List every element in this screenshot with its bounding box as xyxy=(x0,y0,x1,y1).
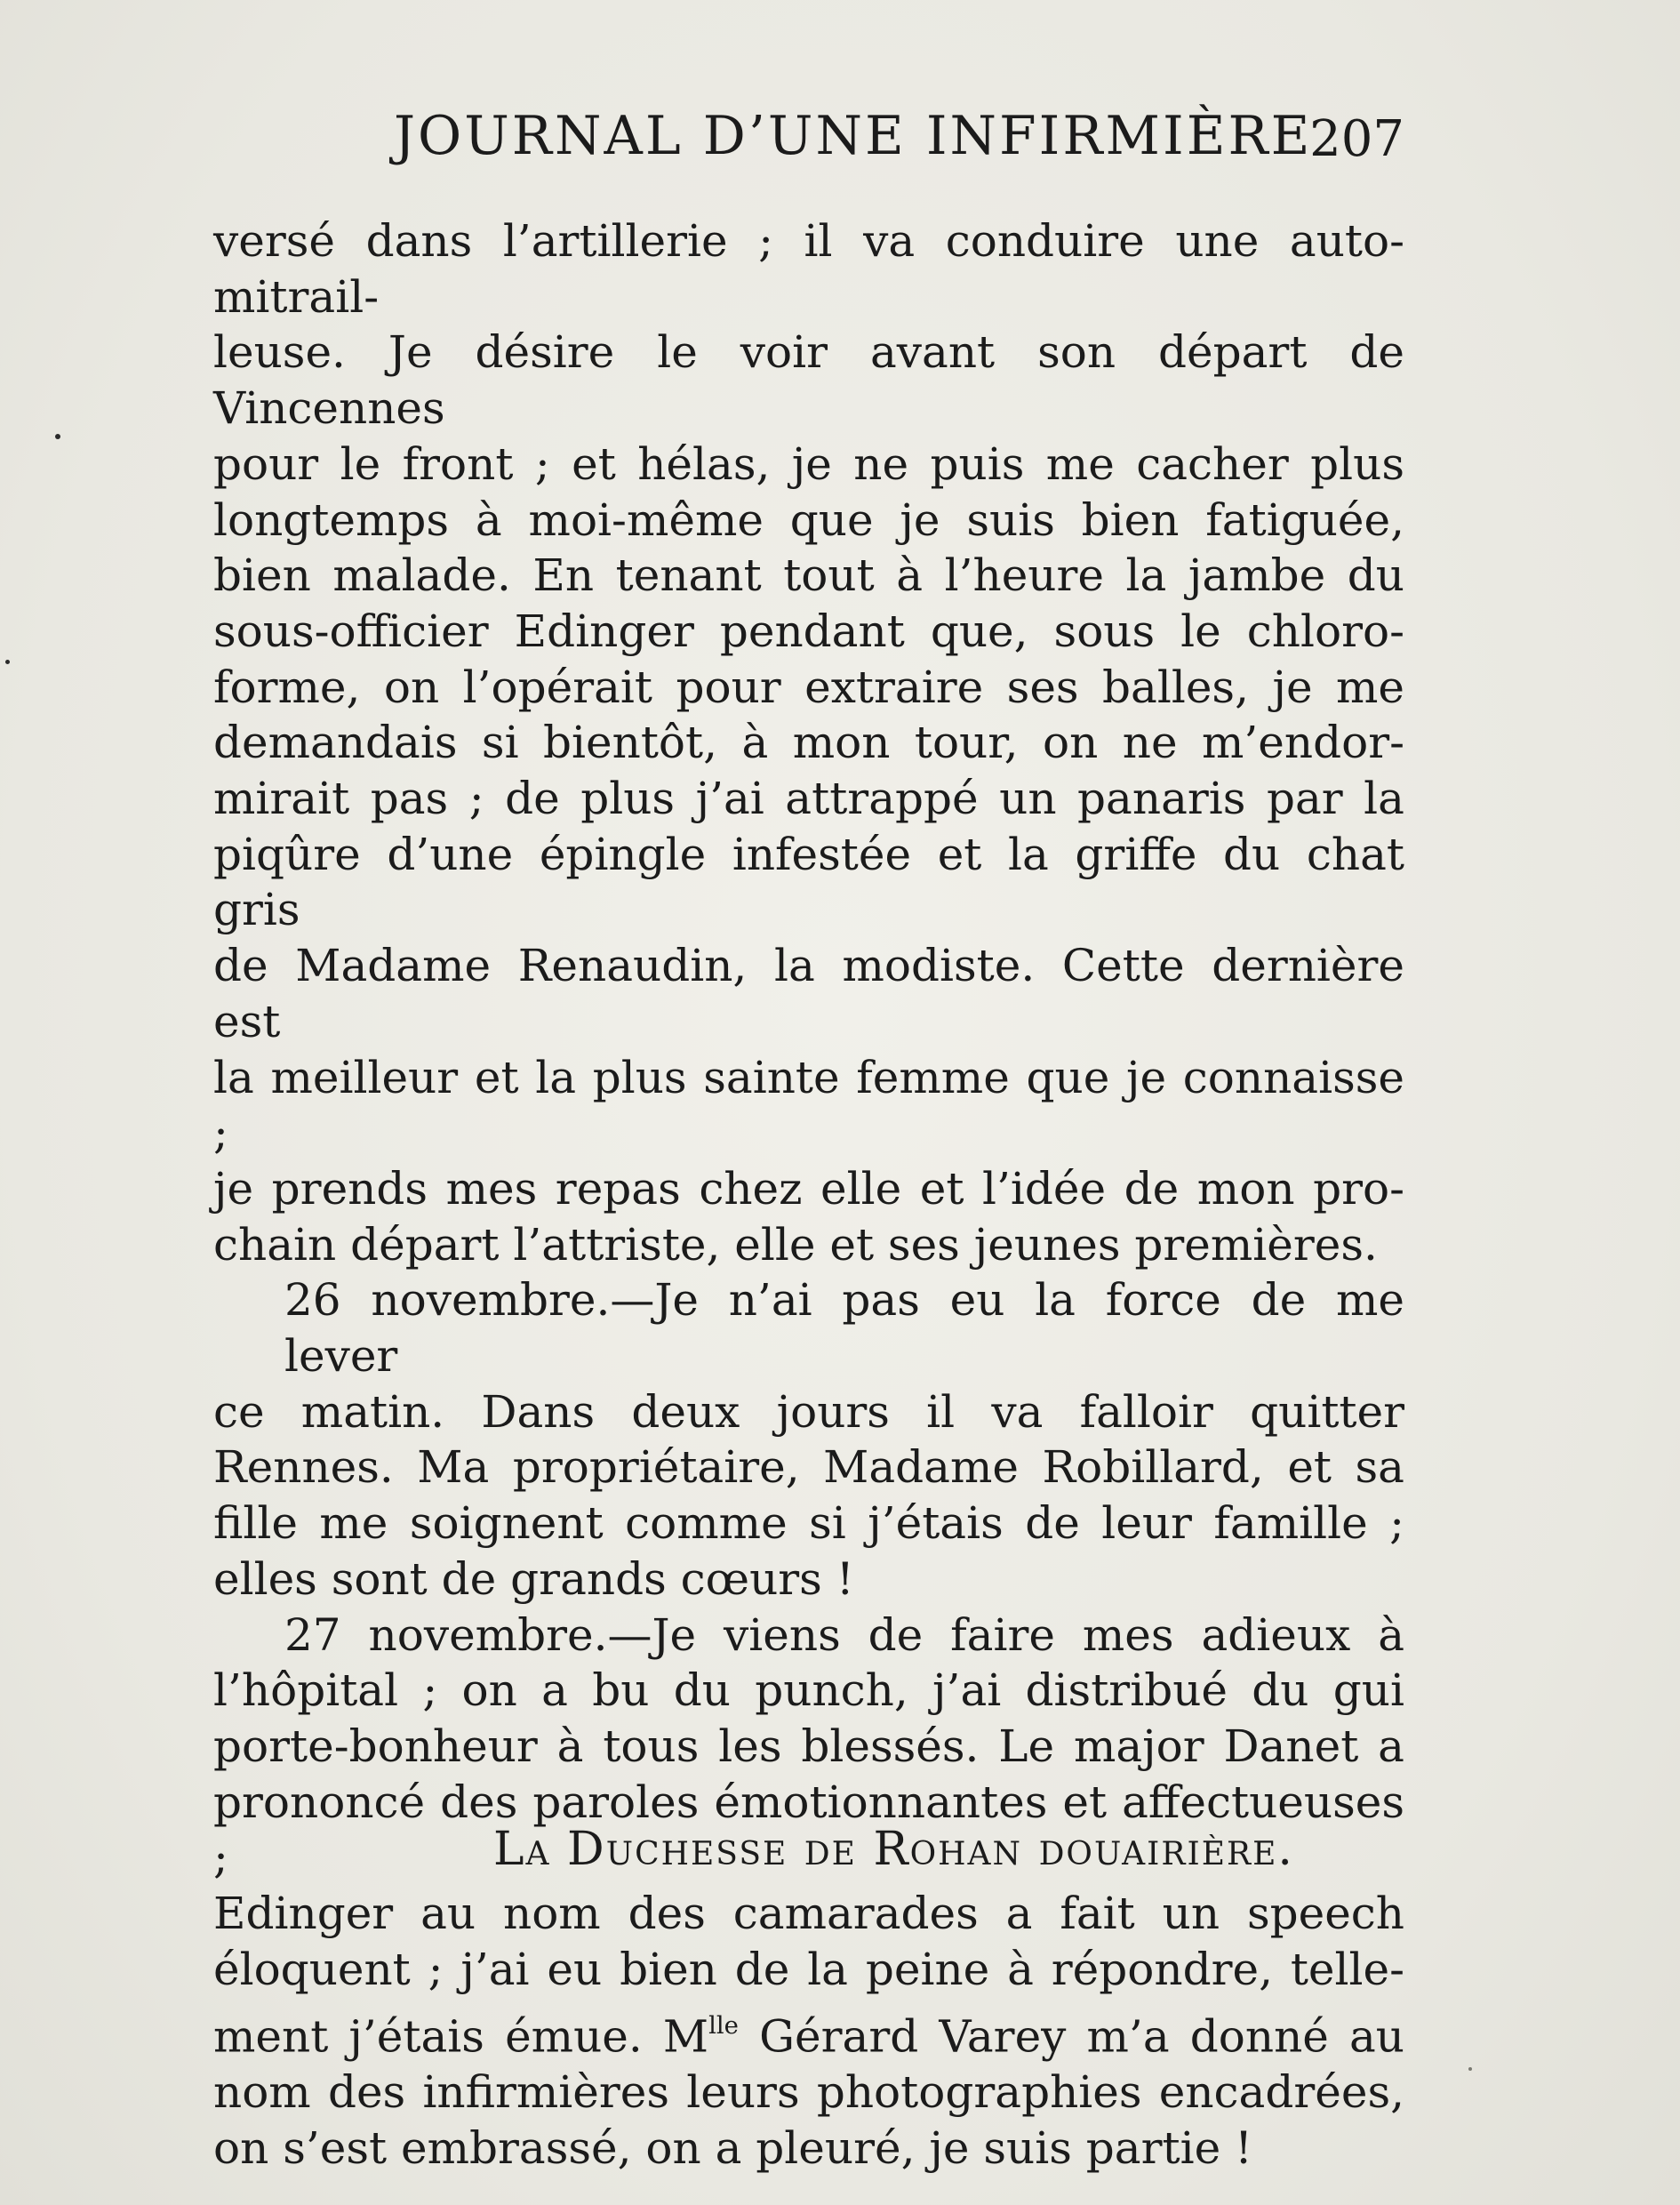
text-line: leuse. Je désire le voir avant son départ de Vincennes xyxy=(213,326,1404,435)
text-line: ce matin. Dans deux jours il va falloir quitter xyxy=(213,1385,1404,1438)
text-line: éloquent ; j’ai eu bien de la peine à répondre, telle- xyxy=(213,1943,1404,1995)
text-line: nom des infirmières leurs photographies encadrées, xyxy=(213,2065,1404,2118)
text-line: versé dans l’artillerie ; il va conduire une auto-mitrail- xyxy=(213,215,1404,323)
paragraph-3 xyxy=(213,1608,1404,2177)
text-line: pour le front ; et hélas, je ne puis me cacher plus xyxy=(213,437,1404,490)
superscript-abbreviation: lle xyxy=(708,2010,739,2040)
text-line: longtemps à moi-même que je suis bien fatiguée, xyxy=(213,493,1404,546)
text-line: porte-bonheur à tous les blessés. Le major Danet a xyxy=(213,1720,1404,1772)
text-fragment: Gérard Varey m’a donné au xyxy=(738,2010,1404,2063)
text-line: on s’est embrassé, on a pleuré, je suis partie ! xyxy=(213,2121,1253,2174)
body-text xyxy=(213,213,1404,2176)
text-line: Rennes. Ma propriétaire, Madame Robillard, et sa xyxy=(213,1441,1404,1494)
paper-speck xyxy=(55,434,60,439)
text-line: chain départ l’attriste, elle et ses jeunes premières. xyxy=(213,1218,1378,1271)
text-line: sous-officier Edinger pendant que, sous le chloro- xyxy=(213,605,1404,657)
text-line: 26 novembre.—Je n’ai pas eu la force de me lever xyxy=(284,1274,1404,1383)
page-number: 207 xyxy=(1309,110,1404,168)
text-line: Edinger au nom des camarades a fait un speech xyxy=(213,1888,1404,1940)
text-line: elles sont de grands cœurs ! xyxy=(213,1552,854,1605)
paper-speck xyxy=(1468,2067,1472,2071)
text-fragment: ment j’étais émue. M xyxy=(213,2010,709,2063)
paper-speck xyxy=(5,660,10,664)
text-line: de Madame Renaudin, la modiste. Cette dernière est xyxy=(213,940,1404,1047)
running-title: JOURNAL D’UNE INFIRMIÈRE xyxy=(394,105,1313,167)
text-line: prononcé des paroles émotionnantes et affectueuses ; xyxy=(213,1776,1404,1884)
running-header xyxy=(213,105,1404,185)
text-line: je prends mes repas chez elle et l’idée de mon pro- xyxy=(213,1162,1404,1215)
paragraph-2 xyxy=(213,1272,1404,1607)
text-line: 27 novembre.—Je viens de faire mes adieux à xyxy=(284,1608,1404,1661)
signature: La Duchesse de Rohan douairière. xyxy=(493,1823,1294,1876)
text-line: l’hôpital ; on a bu du punch, j’ai distribué du gui xyxy=(213,1664,1404,1717)
text-line: forme, on l’opérait pour extraire ses balles, je me xyxy=(213,661,1404,713)
text-line: mirait pas ; de plus j’ai attrappé un panaris par la xyxy=(213,773,1404,825)
text-line: fille me soignent comme si j’étais de leur famille ; xyxy=(213,1497,1404,1550)
text-line: demandais si bientôt, à mon tour, on ne m’endor- xyxy=(213,717,1404,769)
text-line: la meilleur et la plus sainte femme que je connaisse ; xyxy=(213,1051,1404,1159)
text-line: bien malade. En tenant tout à l’heure la jambe du xyxy=(213,549,1404,602)
paragraph-1 xyxy=(213,213,1404,1272)
text-line-with-superscript xyxy=(213,1998,1404,2065)
text-line: piqûre d’une épingle infestée et la griffe du chat gris xyxy=(213,828,1404,936)
